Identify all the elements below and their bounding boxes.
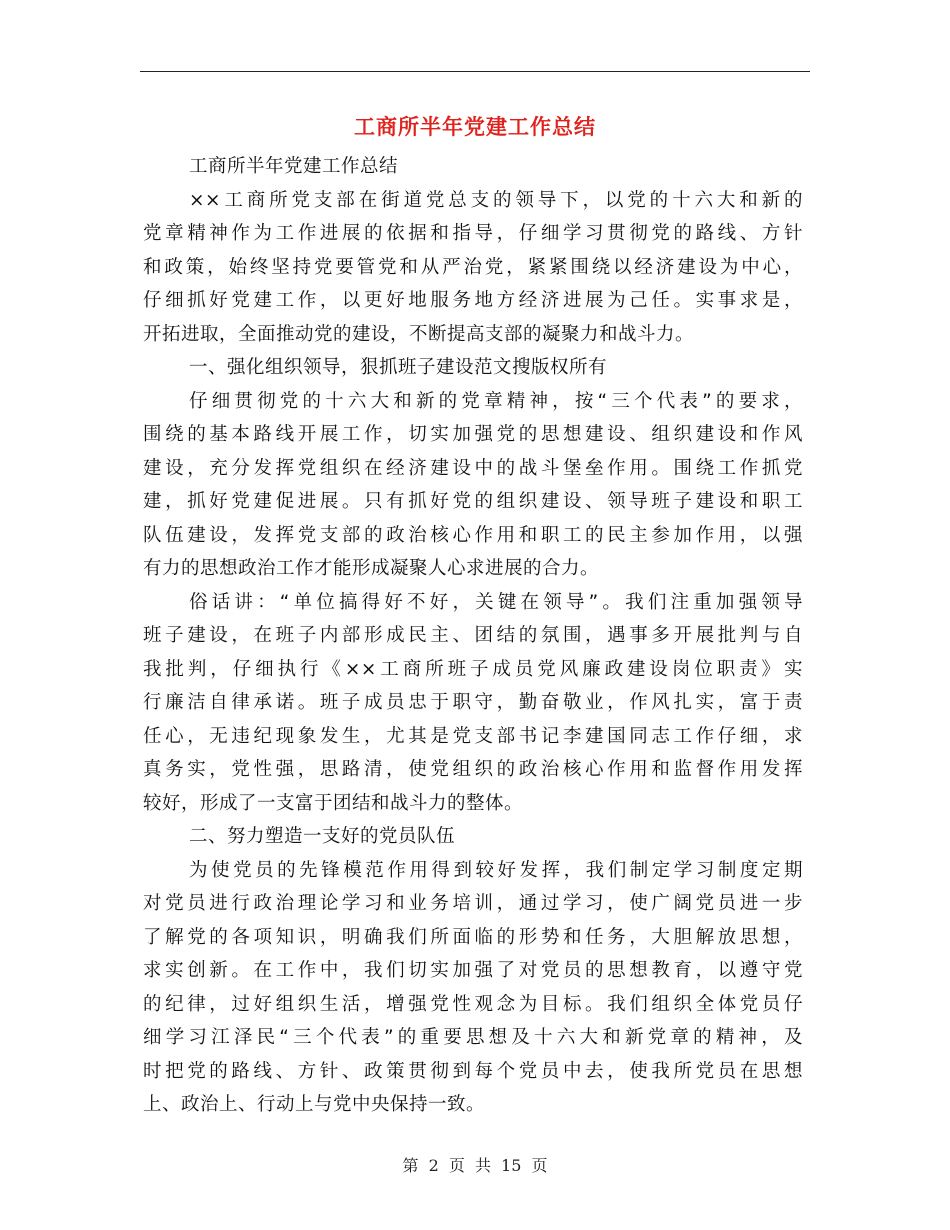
text-line: 工商所半年党建工作总结 xyxy=(189,156,399,177)
document-title: 工商所半年党建工作总结 xyxy=(354,115,596,139)
text-line: 真务实，党性强，思路清，使党组织的政治核心作用和监督作用发挥 xyxy=(143,759,803,780)
text-line: 细学习江泽民“三个代表”的重要思想及十六大和新党章的精神，及 xyxy=(143,1027,803,1048)
text-line: 为使党员的先锋模范作用得到较好发挥，我们制定学习制度定期 xyxy=(189,859,803,881)
text-line: 党章精神作为工作进展的依据和指导，仔细学习贯彻党的路线、方针 xyxy=(143,223,803,244)
text-line: 仔细抓好党建工作，以更好地服务地方经济进展为己任。实事求是， xyxy=(143,290,803,311)
text-line: 上、政治上、行动上与党中央保持一致。 xyxy=(143,1094,486,1115)
text-line: ××工商所党支部在街道党总支的领导下，以党的十六大和新的 xyxy=(189,189,803,211)
text-line: 队伍建设，发挥党支部的政治核心作用和职工的民主参加作用，以强 xyxy=(143,524,803,546)
text-line: 围绕的基本路线开展工作，切实加强党的思想建设、组织建设和作风 xyxy=(143,424,803,445)
text-line: 和政策，始终坚持党要管党和从严治党，紧紧围绕以经济建设为中心， xyxy=(143,256,803,278)
text-line: 行廉洁自律承诺。班子成员忠于职守，勤奋敬业，作风扎实，富于责 xyxy=(143,692,803,713)
text-line: 我批判，仔细执行《××工商所班子成员党风廉政建设岗位职责》实 xyxy=(143,658,803,680)
page-footer: 第 2 页 共 15 页 xyxy=(402,1156,548,1175)
header-rule xyxy=(140,71,810,72)
document-body xyxy=(143,150,803,1122)
text-line: 建，抓好党建促进展。只有抓好党的组织建设、领导班子建设和职工 xyxy=(143,491,803,512)
text-line: 有力的思想政治工作才能形成凝聚人心求进展的合力。 xyxy=(143,558,600,579)
text-line: 了解党的各项知识，明确我们所面临的形势和任务，大胆解放思想， xyxy=(143,926,803,948)
text-line: 开拓进取，全面推动党的建设，不断提高支部的凝聚力和战斗力。 xyxy=(143,323,695,345)
text-line: 建设，充分发挥党组织在经济建设中的战斗堡垒作用。围绕工作抓党 xyxy=(143,457,803,479)
text-line: 班子建设，在班子内部形成民主、团结的氛围，遇事多开展批判与自 xyxy=(143,625,803,646)
text-line: 任心，无违纪现象发生，尤其是党支部书记李建国同志工作仔细，求 xyxy=(143,725,803,747)
text-line: 对党员进行政治理论学习和业务培训，通过学习，使广阔党员进一步 xyxy=(143,893,803,914)
text-line: 一、强化组织领导，狠抓班子建设范文搜版权所有 xyxy=(189,357,608,378)
text-line: 仔细贯彻党的十六大和新的党章精神，按“三个代表”的要求， xyxy=(189,390,803,412)
text-line: 俗话讲：“单位搞得好不好，关键在领导”。我们注重加强领导 xyxy=(189,591,803,613)
text-line: 的纪律，过好组织生活，增强党性观念为目标。我们组织全体党员仔 xyxy=(143,993,803,1015)
text-line: 二、努力塑造一支好的党员队伍 xyxy=(189,826,456,847)
text-line: 时把党的路线、方针、政策贯彻到每个党员中去，使我所党员在思想 xyxy=(143,1060,803,1082)
text-line: 求实创新。在工作中，我们切实加强了对党员的思想教育，以遵守党 xyxy=(143,960,803,981)
text-line: 较好，形成了一支富于团结和战斗力的整体。 xyxy=(143,792,524,814)
